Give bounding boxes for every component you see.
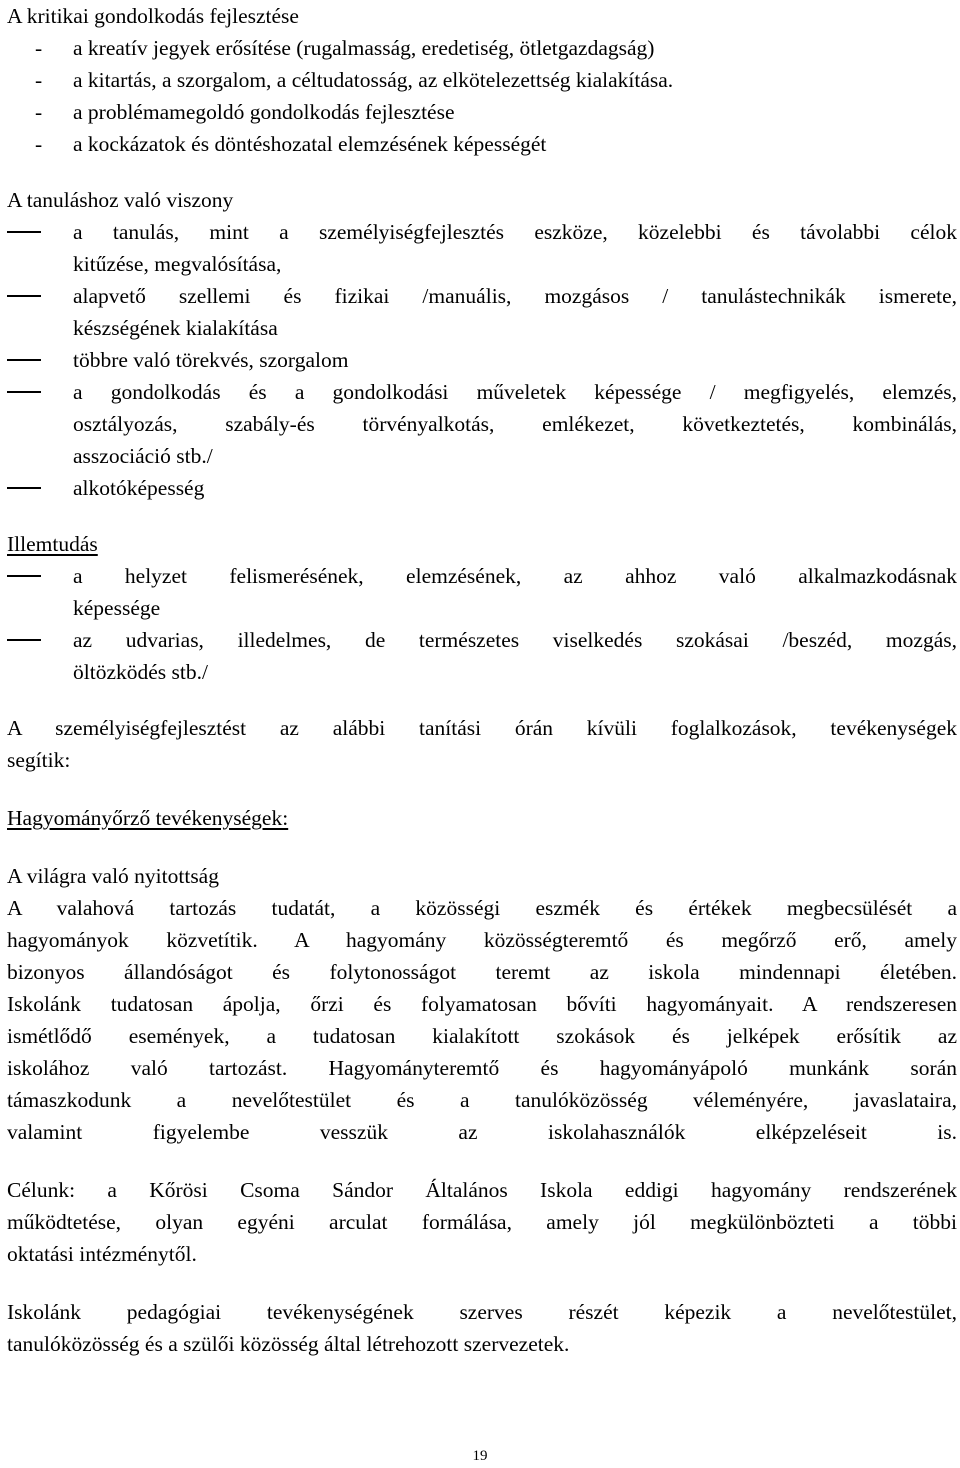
paragraph [7, 1174, 957, 1270]
section-title-manners: Illemtudás [7, 532, 98, 556]
list-item [7, 376, 957, 472]
list-item [7, 32, 957, 64]
intro-line: segítik: [7, 748, 71, 772]
dash-bullet [7, 231, 41, 233]
list-item-line: öltözködés stb./ [73, 660, 208, 684]
paragraph-line: Iskolánk tudatosan ápolja, őrzi és folyamatosan bővíti hagyományait. A rendszeresen [7, 992, 957, 1016]
list-item-text: a kockázatok és döntéshozatal elemzésének képességét [73, 132, 547, 156]
list-item-text: a problémamegoldó gondolkodás fejlesztése [73, 100, 455, 124]
list-item [7, 472, 957, 504]
list-item-line: asszociáció stb./ [73, 444, 213, 468]
list-item [7, 344, 957, 376]
paragraph-line: támaszkodunk a nevelőtestület és a tanulóközösség véleményére, javaslataira, [7, 1088, 957, 1112]
intro-line: A személyiségfejlesztést az alábbi tanítási órán kívüli foglalkozások, tevékenységek [7, 716, 957, 740]
paragraph-line: Célunk: a Kőrösi Csoma Sándor Általános Iskola eddigi hagyomány rendszerének [7, 1178, 957, 1202]
list-item-line: készségének kialakítása [73, 316, 278, 340]
paragraph-line: Iskolánk pedagógiai tevékenységének szerves részét képezik a nevelőtestület, [7, 1300, 957, 1324]
subheading-openness: A világra való nyitottság [7, 864, 219, 888]
list-item-line: alapvető szellemi és fizikai /manuális, mozgásos / tanulástechnikák ismerete, [73, 284, 957, 308]
dash-bullet [7, 639, 41, 641]
paragraph-line: oktatási intézménytől. [7, 1242, 197, 1266]
dash-bullet: - [35, 36, 43, 60]
dash-bullet [7, 487, 41, 489]
list-item [7, 96, 957, 128]
list-item-line: az udvarias, illedelmes, de természetes viselkedés szokásai /beszéd, mozgás, [73, 628, 957, 652]
paragraph-line: A valahová tartozás tudatát, a közösségi eszmék és értékek megbecsülését a [7, 896, 957, 920]
list-item-line: többre való törekvés, szorgalom [73, 348, 349, 372]
paragraph [7, 1296, 957, 1360]
dash-bullet [7, 295, 41, 297]
dash-bullet [7, 359, 41, 361]
paragraph-line: működtetése, olyan egyéni arculat formálása, amely jól megkülönbözteti a többi [7, 1210, 957, 1234]
paragraph-line: ismétlődő események, a tudatosan kialakított szokások és jelképek erősítik az [7, 1024, 957, 1048]
dash-bullet: - [35, 132, 43, 156]
page-number: 19 [472, 1448, 488, 1464]
paragraph [7, 892, 957, 1148]
dash-bullet [7, 575, 41, 577]
list-item-line: kitűzése, megvalósítása, [73, 252, 282, 276]
dash-bullet [7, 391, 41, 393]
list-item [7, 624, 957, 688]
list-item-line: alkotóképesség [73, 476, 205, 500]
list-item [7, 560, 957, 624]
paragraph-line: tanulóközösség és a szülői közösség által létrehozott szervezetek. [7, 1332, 570, 1356]
list-item [7, 64, 957, 96]
list-item-line: a helyzet felismerésének, elemzésének, az ahhoz való alkalmazkodásnak [73, 564, 957, 588]
list-item-text: a kreatív jegyek erősítése (rugalmasság, eredetiség, ötletgazdagság) [73, 36, 655, 60]
list-item-line: a tanulás, mint a személyiségfejlesztés eszköze, közelebbi és távolabbi célok [73, 220, 957, 244]
section-title-critical-thinking: A kritikai gondolkodás fejlesztése [7, 4, 299, 28]
list-item-text: a kitartás, a szorgalom, a céltudatosság, az elkötelezettség kialakítása. [73, 68, 674, 92]
list-item-line: a gondolkodás és a gondolkodási műveletek képessége / megfigyelés, elemzés, [73, 380, 957, 404]
paragraph-line: hagyományok közvetítik. A hagyomány közösségteremtő és megőrző erő, amely [7, 928, 957, 952]
list-item [7, 280, 957, 344]
section-title-learning: A tanuláshoz való viszony [7, 188, 234, 212]
dash-bullet: - [35, 100, 43, 124]
paragraph-line: bizonyos állandóságot és folytonosságot teremt az iskola mindennapi életében. [7, 960, 957, 984]
dash-bullet: - [35, 68, 43, 92]
paragraph-line: iskolához való tartozást. Hagyományteremtő és hagyományápoló munkánk során [7, 1056, 957, 1080]
paragraph-line: valamint figyelembe vesszük az iskolahasználók elképzeléseit is. [7, 1120, 957, 1144]
list-item [7, 216, 957, 280]
heading-traditions: Hagyományőrző tevékenységek: [7, 806, 289, 830]
list-item-line: osztályozás, szabály-és törvényalkotás, emlékezet, következtetés, kombinálás, [73, 412, 957, 436]
list-item-line: képessége [73, 596, 161, 620]
page-body [7, 0, 957, 1360]
list-item [7, 128, 957, 160]
